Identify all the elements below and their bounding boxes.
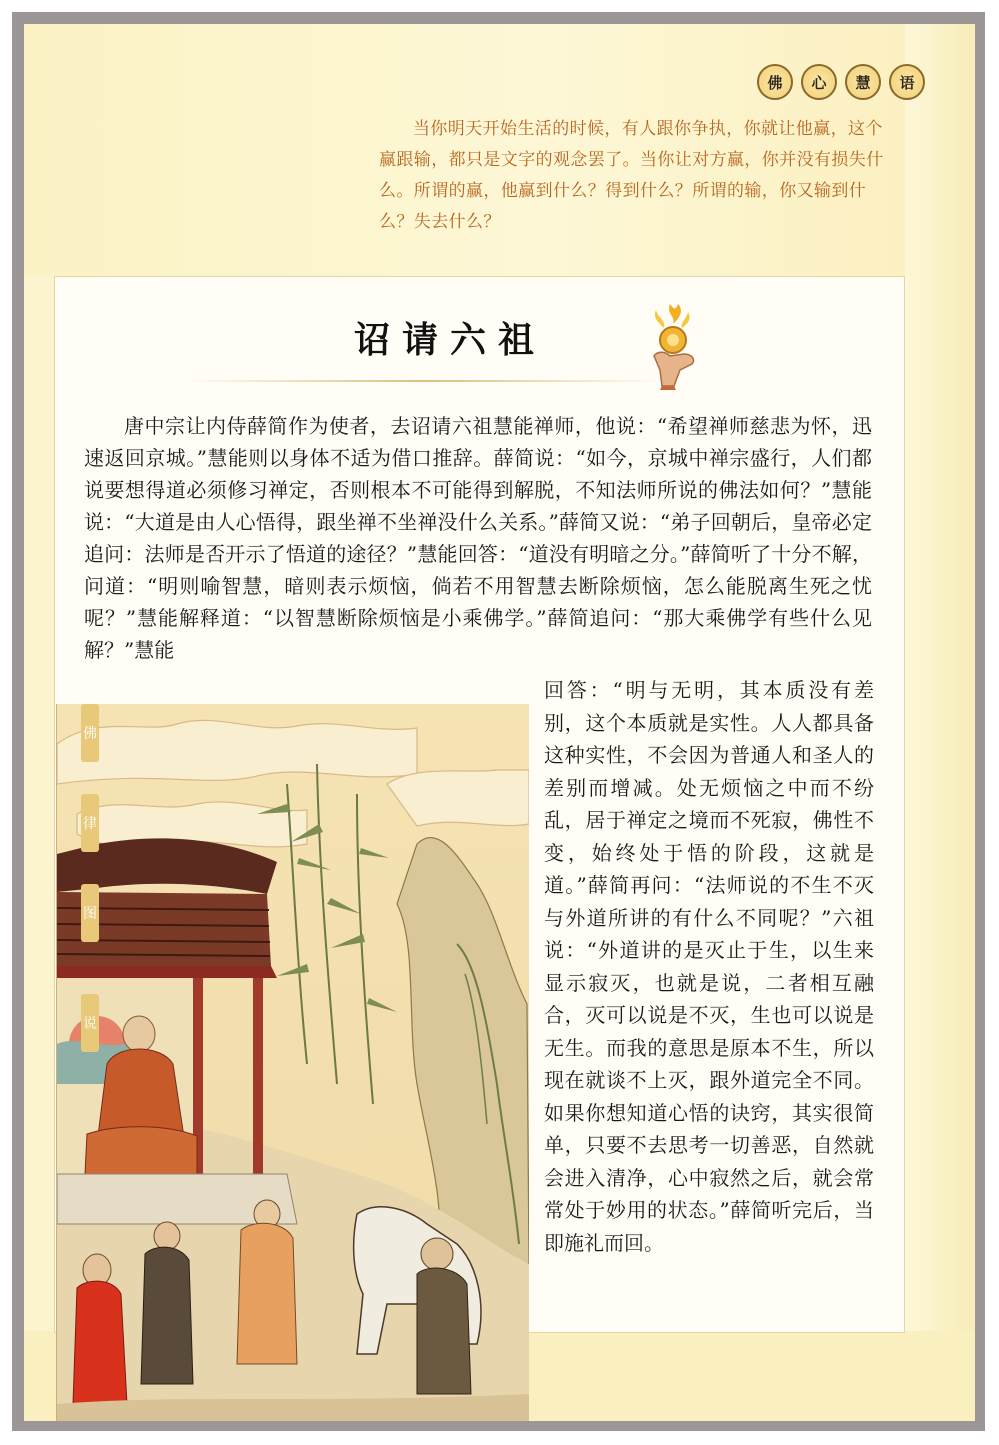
label-char-2: 心 (801, 64, 837, 100)
section-label (757, 64, 925, 100)
article-body-continued: 回答：“明与无明，其本质没有差别，这个本质就是实性。人人都具备这种实性，不会因为普通人和圣人的差别而增减。处无烦恼之中而不纷乱，居于禅定之境而不死寂，佛性不变，始终处于悟的阶段，这就是道。”薛简再问：“法师说的不生不灭与外道所讲的有什么不同呢？”六祖说：“外道讲的是灭止于生，以生来显示寂灭，也就是说，二者相互融合，灭可以说是不灭，生也可以说是无生。而我的意思是原本不生，所以现在就谈不上灭，跟外道完全不同。如果你想知道心悟的诀窍，其实很简单，只要不去思考一切善恶，自然就会进入清净，心中寂然之后，就会常常处于妙用的状态。”薛简听完后，当即施礼而回。 (544, 678, 874, 1255)
label-char-3: 慧 (845, 64, 881, 100)
article-title: 诏请六祖 (354, 319, 547, 361)
side-tab-4: 说 (81, 994, 99, 1052)
right-band (905, 24, 975, 1421)
temple-scene-image (57, 704, 529, 1421)
illustration-painting (56, 704, 529, 1421)
hand-jewel-icon (640, 300, 706, 390)
side-tab-3: 图 (81, 884, 99, 942)
side-tab-2: 律 (81, 794, 99, 852)
title-underline (184, 380, 664, 382)
wisdom-quote: 当你明天开始生活的时候，有人跟你争执，你就让他赢，这个赢跟输，都只是文字的观念罢了。当你让对方赢，你并没有损失什么。所谓的赢，他赢到什么？得到什么？所谓的输，你又输到什么？失去什么？ (379, 119, 884, 232)
side-tab-1: 佛 (81, 704, 99, 762)
label-char-1: 佛 (757, 64, 793, 100)
book-page (24, 24, 975, 1421)
label-char-4: 语 (889, 64, 925, 100)
article-body: 唐中宗让内侍薛简作为使者，去诏请六祖慧能禅师，他说：“希望禅师慈悲为怀，迅速返回京城。”慧能则以身体不适为借口推辞。薛简说：“如今，京城中禅宗盛行，人们都说要想得道必须修习禅定，否则根本不可能得到解脱，不知法师所说的佛法如何？”慧能说：“大道是由人心悟得，跟坐禅不坐禅没什么关系。”薛简又说：“弟子回朝后，皇帝必定追问：法师是否开示了悟道的途径？”慧能回答：“道没有明暗之分。”薛简听了十分不解，问道：“明则喻智慧，暗则表示烦恼，倘若不用智慧去断除烦恼，怎么能脱离生死之忧呢？”慧能解释道：“以智慧断除烦恼是小乘佛学。”薛简追问：“那大乘佛学有些什么见解？”慧能 (84, 414, 872, 662)
